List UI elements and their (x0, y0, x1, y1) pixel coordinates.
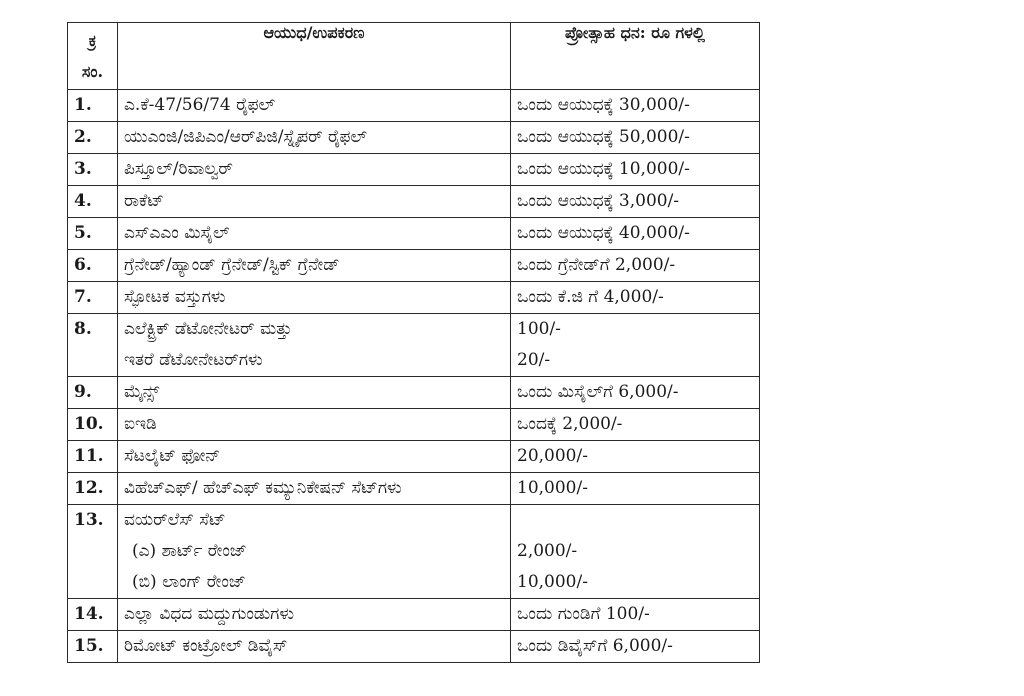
row-reward (511, 505, 760, 599)
row-item: ಗ್ರೆನೇಡ್/ಹ್ಯಾಂಡ್ ಗ್ರೆನೇಡ್/ಸ್ಟಿಕ್ ಗ್ರೆನೇಡ್ (118, 250, 511, 282)
row-item-line1: ವಯರ್‌ಲೆಸ್ ಸೆಟ್ (124, 510, 226, 530)
row-reward: ಒಂದಕ್ಕೆ 2,000/- (511, 409, 760, 441)
row-item-line2: ಇತರೆ ಡೆಟೋನೇಟರ್‌ಗಳು (124, 350, 263, 370)
row-item: ಪಿಸ್ತೂಲ್/ರಿವಾಲ್ವರ್ (118, 154, 511, 186)
row-number: 10. (68, 409, 118, 441)
row-number: 1. (68, 90, 118, 122)
row-item: ವಿಹೆಚ್‌ಎಫ್/ ಹೆಚ್‌ಎಫ್ ಕಮ್ಯುನಿಕೇಷನ್ ಸೆಟ್‌ಗಳು (118, 473, 511, 505)
row-reward: ಒಂದು ಆಯುಧಕ್ಕೆ 50,000/- (511, 122, 760, 154)
header-item: ಆಯುಧ/ಉಪಕರಣ (118, 23, 511, 90)
row-item: ಎ.ಕೆ-47/56/74 ರೈಫಲ್ (118, 90, 511, 122)
table-row (68, 599, 760, 631)
row-number: 14. (68, 599, 118, 631)
row-item: ಮೈನ್ಸ್ (118, 377, 511, 409)
table-row (68, 186, 760, 218)
row-number: 13. (68, 505, 118, 599)
row-number: 6. (68, 250, 118, 282)
table-row (68, 250, 760, 282)
table-row (68, 90, 760, 122)
row-item-line3: (ಬಿ) ಲಾಂಗ್ ರೇಂಜ್ (132, 572, 246, 592)
row-reward: ಒಂದು ಗುಂಡಿಗೆ 100/- (511, 599, 760, 631)
row-number: 5. (68, 218, 118, 250)
row-reward: 10,000/- (511, 473, 760, 505)
table-row (68, 409, 760, 441)
row-item: ಎಲ್ಲಾ ವಿಧದ ಮದ್ದುಗುಂಡುಗಳು (118, 599, 511, 631)
row-reward-blank (517, 505, 753, 536)
row-item: ರಾಕೆಟ್ (118, 186, 511, 218)
row-item: ಸೆಟಲೈಟ್ ಫೋನ್ (118, 441, 511, 473)
row-reward: ಒಂದು ಆಯುಧಕ್ಕೆ 3,000/- (511, 186, 760, 218)
table-row (68, 218, 760, 250)
row-number: 3. (68, 154, 118, 186)
table-row (68, 154, 760, 186)
row-reward: ಒಂದು ಆಯುಧಕ್ಕೆ 30,000/- (511, 90, 760, 122)
row-number: 4. (68, 186, 118, 218)
header-serial-line2: ಸಂ. (81, 62, 104, 81)
table-header-row (68, 23, 760, 90)
row-reward-line1: 100/- (517, 319, 561, 339)
row-reward-line2: 20/- (517, 350, 551, 370)
row-item: ಯುಎಂಜಿ/ಜಿಪಿಎಂ/ಆರ್‌ಪಿಜಿ/ಸ್ನೈಪರ್ ರೈಫಲ್ (118, 122, 511, 154)
row-number: 12. (68, 473, 118, 505)
row-number: 15. (68, 631, 118, 663)
row-reward-line2: 2,000/- (517, 541, 578, 561)
row-reward: ಒಂದು ಮಿಸೈಲ್‌ಗೆ 6,000/- (511, 377, 760, 409)
table-row (68, 377, 760, 409)
row-reward: ಒಂದು ಕೆ.ಜಿ ಗೆ 4,000/- (511, 282, 760, 314)
table-row (68, 505, 760, 599)
row-number: 2. (68, 122, 118, 154)
table-row (68, 631, 760, 663)
table-row (68, 122, 760, 154)
table-row (68, 473, 760, 505)
reward-table (67, 22, 760, 663)
row-reward: ಒಂದು ಡಿವೈಸ್‌ಗೆ 6,000/- (511, 631, 760, 663)
row-reward-line3: 10,000/- (517, 572, 588, 592)
row-reward: ಒಂದು ಆಯುಧಕ್ಕೆ 40,000/- (511, 218, 760, 250)
row-item: ಸ್ಫೋಟಕ ವಸ್ತುಗಳು (118, 282, 511, 314)
header-reward: ಪ್ರೋತ್ಸಾಹ ಧನ: ರೂ ಗಳಲ್ಲಿ (511, 23, 760, 90)
row-number: 8. (68, 314, 118, 377)
row-item: ಎಸ್‌ಎಎಂ ಮಿಸೈಲ್ (118, 218, 511, 250)
row-number: 11. (68, 441, 118, 473)
header-serial (68, 23, 118, 90)
table-row (68, 282, 760, 314)
row-item: ಐಇಡಿ (118, 409, 511, 441)
row-item-line2: (ಎ) ಶಾರ್ಟ್ ರೇಂಜ್ (132, 541, 247, 561)
row-item (118, 314, 511, 377)
table-row (68, 314, 760, 377)
table-row (68, 441, 760, 473)
row-item (118, 505, 511, 599)
row-item: ರಿಮೋಟ್ ಕಂಟ್ರೋಲ್ ಡಿವೈಸ್ (118, 631, 511, 663)
row-number: 7. (68, 282, 118, 314)
row-number: 9. (68, 377, 118, 409)
row-item-line1: ಎಲೆಕ್ಟ್ರಿಕ್ ಡೆಟೋನೇಟರ್ ಮತ್ತು (124, 319, 292, 339)
row-reward: 20,000/- (511, 441, 760, 473)
row-reward: ಒಂದು ಆಯುಧಕ್ಕೆ 10,000/- (511, 154, 760, 186)
row-reward: ಒಂದು ಗ್ರೆನೇಡ್‌ಗೆ 2,000/- (511, 250, 760, 282)
header-serial-line1: ಕ್ರ (88, 31, 97, 50)
row-reward (511, 314, 760, 377)
